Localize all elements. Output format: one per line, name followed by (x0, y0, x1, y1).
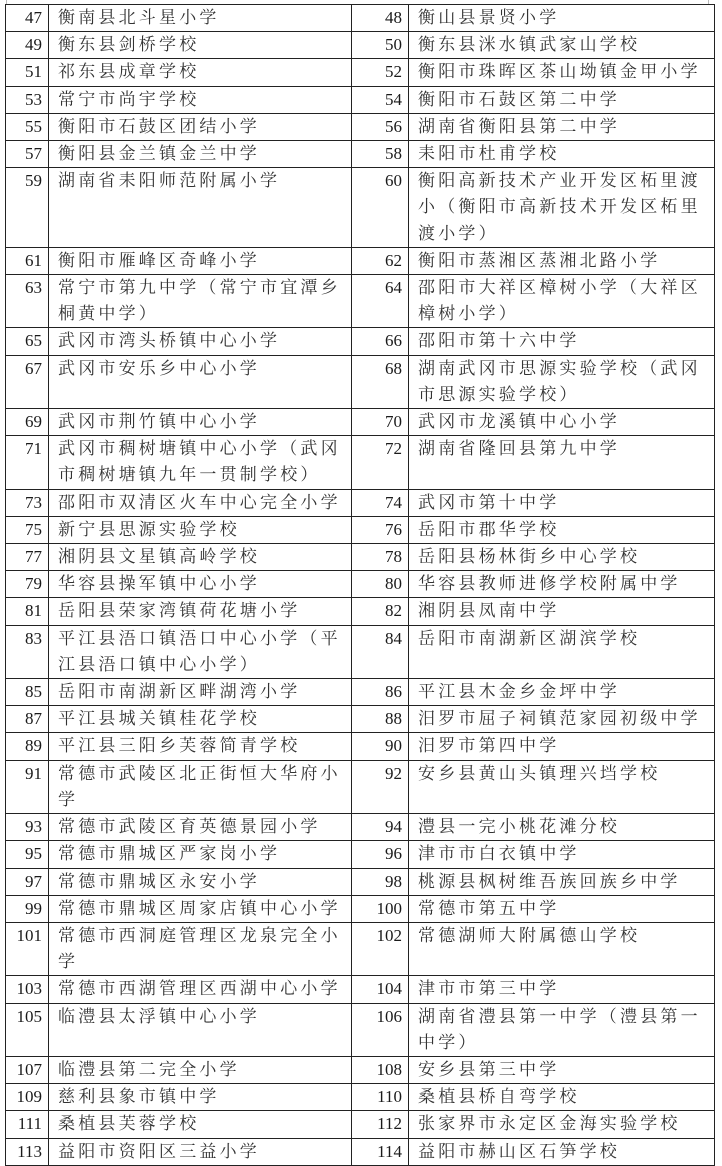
right-school-name-cell: 衡东县洣水镇武家山学校 (409, 32, 715, 59)
table-row (6, 355, 715, 408)
right-school-name-cell: 衡阳高新技术产业开发区柘里渡小（衡阳市高新技术开发区柘里渡小学） (409, 168, 715, 248)
left-school-name-cell: 常德市鼎城区周家店镇中心小学 (49, 895, 352, 922)
right-number-cell: 112 (352, 1111, 409, 1138)
right-school-name-cell: 湖南省隆回县第九中学 (409, 436, 715, 489)
right-number-cell: 102 (352, 922, 409, 975)
left-number-cell: 81 (6, 598, 49, 625)
left-number-cell: 59 (6, 168, 49, 248)
left-number-cell: 69 (6, 409, 49, 436)
right-number-cell: 72 (352, 436, 409, 489)
table-row (6, 5, 715, 32)
right-number-cell: 86 (352, 679, 409, 706)
right-number-cell: 82 (352, 598, 409, 625)
left-number-cell: 87 (6, 706, 49, 733)
left-number-cell: 107 (6, 1056, 49, 1083)
left-number-cell: 83 (6, 625, 49, 678)
left-school-name-cell: 祁东县成章学校 (49, 59, 352, 86)
right-number-cell: 104 (352, 976, 409, 1003)
right-number-cell: 66 (352, 328, 409, 355)
table-row (6, 544, 715, 571)
table-row (6, 679, 715, 706)
right-school-name-cell: 汨罗市第四中学 (409, 733, 715, 760)
right-number-cell: 80 (352, 571, 409, 598)
table-row (6, 625, 715, 678)
left-number-cell: 75 (6, 516, 49, 543)
right-school-name-cell: 衡阳市蒸湘区蒸湘北路小学 (409, 247, 715, 274)
left-school-name-cell: 常德市武陵区北正街恒大华府小学 (49, 760, 352, 813)
right-school-name-cell: 汨罗市屈子祠镇范家园初级中学 (409, 706, 715, 733)
left-school-name-cell: 武冈市稠树塘镇中心小学（武冈市稠树塘镇九年一贯制学校） (49, 436, 352, 489)
right-school-name-cell: 武冈市第十中学 (409, 489, 715, 516)
left-school-name-cell: 桑植县芙蓉学校 (49, 1111, 352, 1138)
left-number-cell: 105 (6, 1003, 49, 1056)
table-row (6, 868, 715, 895)
table-row (6, 247, 715, 274)
right-number-cell: 78 (352, 544, 409, 571)
left-school-name-cell: 平江县城关镇桂花学校 (49, 706, 352, 733)
right-school-name-cell: 邵阳市第十六中学 (409, 328, 715, 355)
right-school-name-cell: 安乡县黄山头镇理兴垱学校 (409, 760, 715, 813)
right-school-name-cell: 衡阳市珠晖区茶山坳镇金甲小学 (409, 59, 715, 86)
table-row (6, 168, 715, 248)
right-school-name-cell: 耒阳市杜甫学校 (409, 141, 715, 168)
left-number-cell: 103 (6, 976, 49, 1003)
left-number-cell: 95 (6, 841, 49, 868)
left-number-cell: 99 (6, 895, 49, 922)
left-school-name-cell: 衡南县北斗星小学 (49, 5, 352, 32)
left-school-name-cell: 新宁县思源实验学校 (49, 516, 352, 543)
left-number-cell: 65 (6, 328, 49, 355)
table-row (6, 922, 715, 975)
left-school-name-cell: 邵阳市双清区火车中心完全小学 (49, 489, 352, 516)
right-number-cell: 54 (352, 86, 409, 113)
table-row (6, 328, 715, 355)
table-row (6, 1084, 715, 1111)
left-number-cell: 93 (6, 814, 49, 841)
right-school-name-cell: 常德湖师大附属德山学校 (409, 922, 715, 975)
table-row (6, 598, 715, 625)
right-school-name-cell: 湖南省澧县第一中学（澧县第一中学） (409, 1003, 715, 1056)
table-row (6, 760, 715, 813)
right-number-cell: 64 (352, 275, 409, 328)
right-number-cell: 88 (352, 706, 409, 733)
left-school-name-cell: 临澧县太浮镇中心小学 (49, 1003, 352, 1056)
right-number-cell: 62 (352, 247, 409, 274)
right-school-name-cell: 桑植县桥自弯学校 (409, 1084, 715, 1111)
left-number-cell: 71 (6, 436, 49, 489)
right-number-cell: 60 (352, 168, 409, 248)
right-number-cell: 58 (352, 141, 409, 168)
table-row (6, 976, 715, 1003)
left-number-cell: 111 (6, 1111, 49, 1138)
right-number-cell: 106 (352, 1003, 409, 1056)
right-number-cell: 76 (352, 516, 409, 543)
left-number-cell: 47 (6, 5, 49, 32)
right-number-cell: 108 (352, 1056, 409, 1083)
right-school-name-cell: 平江县木金乡金坪中学 (409, 679, 715, 706)
table-row (6, 516, 715, 543)
left-school-name-cell: 常宁市第九中学（常宁市宜潭乡桐黄中学） (49, 275, 352, 328)
right-school-name-cell: 岳阳县杨林街乡中心学校 (409, 544, 715, 571)
right-school-name-cell: 常德市第五中学 (409, 895, 715, 922)
table-row (6, 275, 715, 328)
left-school-name-cell: 衡阳市雁峰区奇峰小学 (49, 247, 352, 274)
school-list-table (5, 4, 715, 1166)
left-number-cell: 89 (6, 733, 49, 760)
right-school-name-cell: 岳阳市南湖新区湖滨学校 (409, 625, 715, 678)
right-number-cell: 96 (352, 841, 409, 868)
left-number-cell: 63 (6, 275, 49, 328)
left-number-cell: 97 (6, 868, 49, 895)
left-number-cell: 109 (6, 1084, 49, 1111)
left-number-cell: 49 (6, 32, 49, 59)
left-school-name-cell: 平江县浯口镇浯口中心小学（平江县浯口镇中心小学） (49, 625, 352, 678)
table-body (6, 5, 715, 1166)
left-school-name-cell: 益阳市资阳区三益小学 (49, 1138, 352, 1165)
table-row (6, 1003, 715, 1056)
left-school-name-cell: 岳阳市南湖新区畔湖湾小学 (49, 679, 352, 706)
right-school-name-cell: 澧县一完小桃花滩分校 (409, 814, 715, 841)
left-number-cell: 61 (6, 247, 49, 274)
left-school-name-cell: 慈利县象市镇中学 (49, 1084, 352, 1111)
table-row (6, 814, 715, 841)
table-row (6, 1138, 715, 1165)
left-school-name-cell: 临澧县第二完全小学 (49, 1056, 352, 1083)
left-number-cell: 57 (6, 141, 49, 168)
right-number-cell: 90 (352, 733, 409, 760)
right-school-name-cell: 湖南武冈市思源实验学校（武冈市思源实验学校） (409, 355, 715, 408)
left-school-name-cell: 常德市西湖管理区西湖中心小学 (49, 976, 352, 1003)
right-number-cell: 70 (352, 409, 409, 436)
table-row (6, 895, 715, 922)
left-school-name-cell: 常宁市尚宇学校 (49, 86, 352, 113)
left-school-name-cell: 平江县三阳乡芙蓉简青学校 (49, 733, 352, 760)
table-row (6, 409, 715, 436)
left-number-cell: 67 (6, 355, 49, 408)
right-number-cell: 52 (352, 59, 409, 86)
table-row (6, 733, 715, 760)
right-number-cell: 84 (352, 625, 409, 678)
right-number-cell: 114 (352, 1138, 409, 1165)
right-number-cell: 50 (352, 32, 409, 59)
left-school-name-cell: 衡阳市石鼓区团结小学 (49, 113, 352, 140)
left-school-name-cell: 岳阳县荣家湾镇荷花塘小学 (49, 598, 352, 625)
left-school-name-cell: 衡阳县金兰镇金兰中学 (49, 141, 352, 168)
right-school-name-cell: 桃源县枫树维吾族回族乡中学 (409, 868, 715, 895)
left-number-cell: 51 (6, 59, 49, 86)
left-school-name-cell: 湘阴县文星镇高岭学校 (49, 544, 352, 571)
left-school-name-cell: 衡东县剑桥学校 (49, 32, 352, 59)
right-number-cell: 94 (352, 814, 409, 841)
left-school-name-cell: 武冈市荆竹镇中心小学 (49, 409, 352, 436)
left-school-name-cell: 武冈市湾头桥镇中心小学 (49, 328, 352, 355)
right-school-name-cell: 湘阴县凤南中学 (409, 598, 715, 625)
right-school-name-cell: 津市市第三中学 (409, 976, 715, 1003)
right-number-cell: 98 (352, 868, 409, 895)
table-row (6, 841, 715, 868)
table-row (6, 141, 715, 168)
left-number-cell: 101 (6, 922, 49, 975)
table-row (6, 706, 715, 733)
table-row (6, 86, 715, 113)
right-school-name-cell: 湖南省衡阳县第二中学 (409, 113, 715, 140)
right-number-cell: 56 (352, 113, 409, 140)
right-school-name-cell: 衡阳市石鼓区第二中学 (409, 86, 715, 113)
left-number-cell: 79 (6, 571, 49, 598)
right-number-cell: 100 (352, 895, 409, 922)
right-school-name-cell: 岳阳市郡华学校 (409, 516, 715, 543)
left-number-cell: 73 (6, 489, 49, 516)
right-school-name-cell: 衡山县景贤小学 (409, 5, 715, 32)
table-row (6, 113, 715, 140)
left-number-cell: 85 (6, 679, 49, 706)
right-school-name-cell: 邵阳市大祥区樟树小学（大祥区樟树小学） (409, 275, 715, 328)
table-row (6, 436, 715, 489)
left-school-name-cell: 常德市西洞庭管理区龙泉完全小学 (49, 922, 352, 975)
right-school-name-cell: 武冈市龙溪镇中心小学 (409, 409, 715, 436)
left-school-name-cell: 华容县操军镇中心小学 (49, 571, 352, 598)
table-row (6, 59, 715, 86)
right-number-cell: 48 (352, 5, 409, 32)
right-school-name-cell: 华容县教师进修学校附属中学 (409, 571, 715, 598)
right-number-cell: 68 (352, 355, 409, 408)
left-number-cell: 91 (6, 760, 49, 813)
right-school-name-cell: 安乡县第三中学 (409, 1056, 715, 1083)
right-number-cell: 110 (352, 1084, 409, 1111)
left-number-cell: 55 (6, 113, 49, 140)
left-school-name-cell: 常德市武陵区育英德景园小学 (49, 814, 352, 841)
right-number-cell: 74 (352, 489, 409, 516)
right-school-name-cell: 益阳市赫山区石笋学校 (409, 1138, 715, 1165)
left-school-name-cell: 武冈市安乐乡中心小学 (49, 355, 352, 408)
table-row (6, 489, 715, 516)
table-row (6, 571, 715, 598)
right-school-name-cell: 张家界市永定区金海实验学校 (409, 1111, 715, 1138)
left-number-cell: 53 (6, 86, 49, 113)
left-school-name-cell: 常德市鼎城区永安小学 (49, 868, 352, 895)
left-school-name-cell: 常德市鼎城区严家岗小学 (49, 841, 352, 868)
left-number-cell: 113 (6, 1138, 49, 1165)
table-row (6, 32, 715, 59)
right-number-cell: 92 (352, 760, 409, 813)
right-school-name-cell: 津市市白衣镇中学 (409, 841, 715, 868)
left-number-cell: 77 (6, 544, 49, 571)
table-row (6, 1056, 715, 1083)
left-school-name-cell: 湖南省耒阳师范附属小学 (49, 168, 352, 248)
table-row (6, 1111, 715, 1138)
